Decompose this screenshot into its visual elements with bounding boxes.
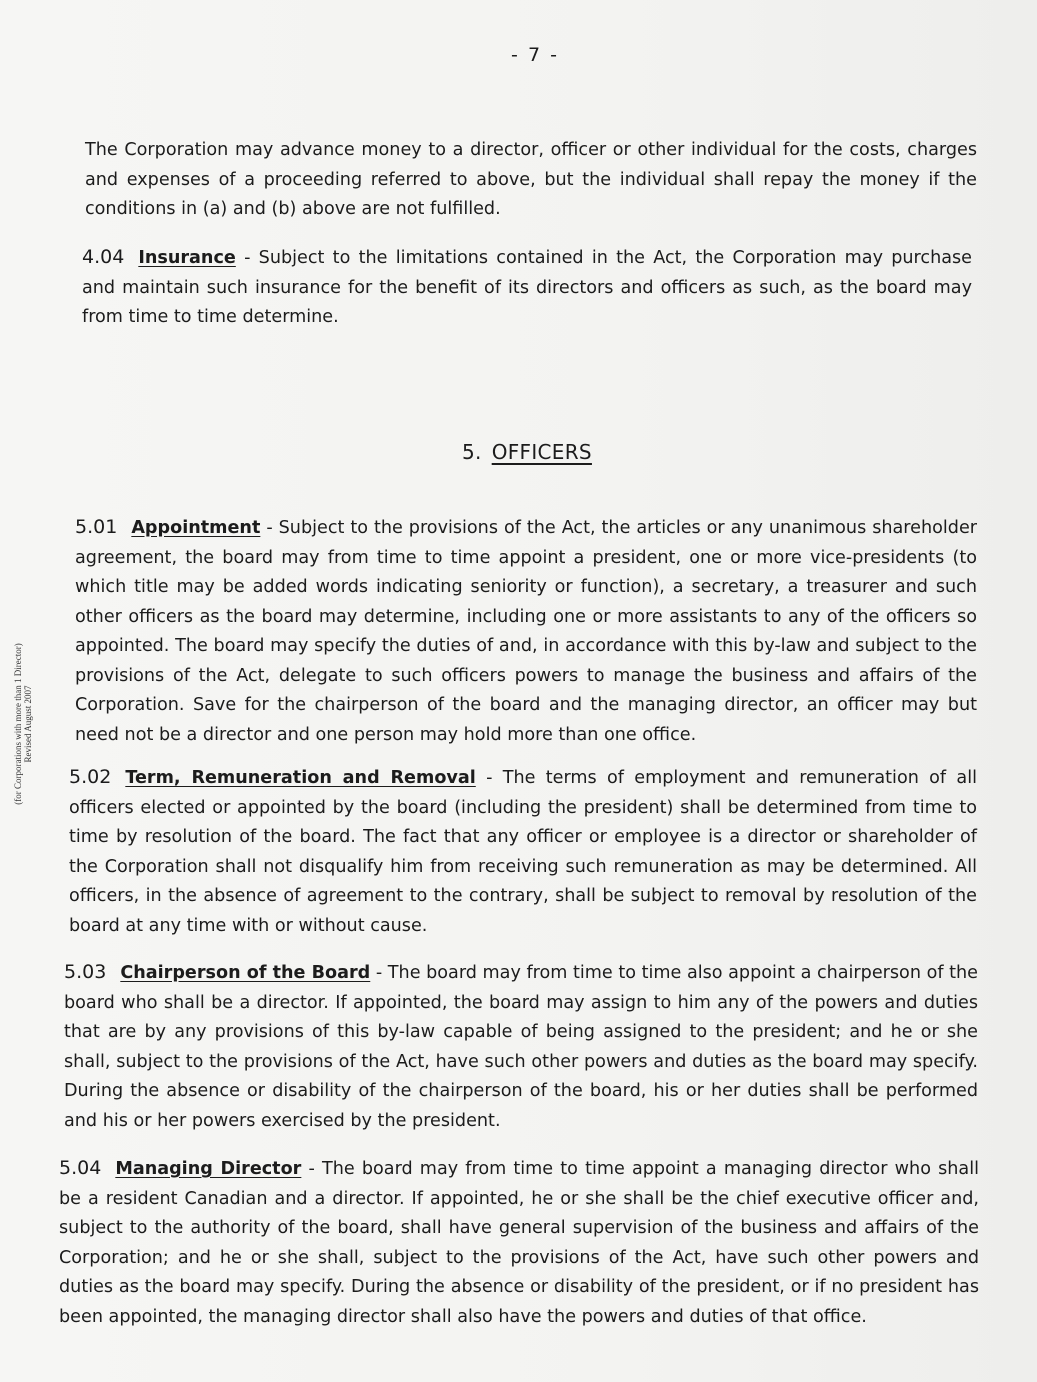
side-note-line-1: (for Corporations with more than 1 Director) — [13, 643, 23, 805]
section-heading: Term, Remuneration and Removal — [125, 768, 476, 788]
section-number: 5.03 — [64, 961, 107, 983]
section-text: - Subject to the limitations contained in the Act, the Corporation may purchase and maintain such insurance for the benefit of its directors and officers as such, as the board may from time to time determine. — [82, 248, 972, 327]
section-5-03 — [64, 958, 978, 1136]
section-text: - The board may from time to time also appoint a chairperson of the board who shall be a director. If appointed, the board may assign to him any of the powers and duties that are by any provisions of this by-law capable of being assigned to the president; and he or she shall, subject to the provisions of the Act, have such other powers and duties as the board may specify. During the absence or disability of the chairperson of the board, his or her duties shall be performed and his or her powers exercised by the president. — [64, 963, 979, 1131]
section-text: - The terms of employment and remuneration of all officers elected or appointed by the board (including the president) shall be determined from time to time by resolution of the board. The fact that any officer or employee is a director or shareholder of the Corporation shall not disqualify him from receiving such remuneration as may be determined. All officers, in the absence of agreement to the contrary, shall be subject to removal by resolution of the board at any time with or without cause. — [69, 768, 977, 936]
section-5-title — [462, 440, 592, 464]
section-4-04 — [82, 243, 972, 333]
section-text: - The board may from time to time appoint a managing director who shall be a resident Canadian and a director. If appointed, he or she shall be the chief executive officer and, subject to the authority of the board, shall have general supervision of the business and affairs of the Corporation; and he or she shall, subject to the provisions of the Act, have such other powers and duties as the board may specify. During the absence or disability of the president, or if no president has been appointed, the managing director shall also have the powers and duties of that office. — [59, 1159, 979, 1327]
section-number: 5.01 — [75, 516, 118, 538]
section-heading: Chairperson of the Board — [120, 963, 371, 983]
section-text: - Subject to the provisions of the Act, the articles or any unanimous shareholder agreement, the board may from time to time appoint a president, one or more vice-presidents (to which title may be added words indicating seniority or function), a secretary, a treasurer and such other officers as the board may determine, including one or more assistants to any of the officers so appointed. The board may specify the duties of and, in accordance with this by-law and subject to the provisions of the Act, delegate to such officers powers to manage the business and affairs of the Corporation. Save for the chairperson of the board and the managing director, an officer may but need not be a director and one person may hold more than one office. — [75, 518, 977, 745]
side-margin-note — [13, 619, 33, 829]
intro-paragraph — [85, 136, 977, 225]
section-5-04 — [59, 1154, 979, 1332]
section-5-01 — [75, 513, 977, 750]
section-title-text: OFFICERS — [491, 440, 592, 464]
section-heading: Appointment — [131, 518, 261, 538]
intro-text: The Corporation may advance money to a director, officer or other individual for the costs, charges and expenses of a proceeding referred to above, but the individual shall repay the money if the conditions in (a) and (b) above are not fulfilled. — [85, 140, 977, 219]
section-number: 5.04 — [59, 1157, 102, 1179]
section-heading: Insurance — [138, 248, 236, 268]
section-5-02 — [69, 763, 977, 941]
section-title-number: 5. — [462, 440, 482, 464]
side-note-line-2: Revised August 2007 — [23, 685, 33, 763]
section-number: 5.02 — [69, 766, 112, 788]
section-heading: Managing Director — [115, 1159, 302, 1179]
section-number: 4.04 — [82, 246, 125, 268]
page-number: - 7 - — [511, 44, 559, 66]
